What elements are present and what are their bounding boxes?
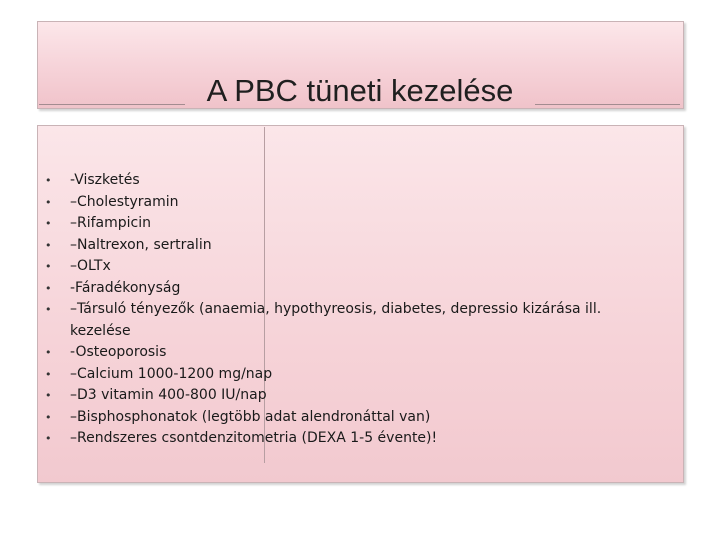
bullet-icon: •	[45, 281, 52, 295]
list-item-text: –Naltrexon, sertralin	[70, 236, 212, 253]
bullet-icon: •	[45, 346, 52, 359]
list-item	[40, 428, 650, 450]
bullet-icon: •	[45, 303, 52, 316]
list-item	[40, 364, 650, 386]
bullet-icon: •	[45, 389, 52, 402]
list-item-text: -Fáradékonyság	[70, 279, 181, 296]
list-item-text: –D3 vitamin 400-800 IU/nap	[70, 387, 267, 403]
list-item	[40, 192, 650, 214]
list-item	[40, 170, 650, 192]
list-item	[40, 299, 650, 342]
list-item	[40, 256, 650, 278]
list-item	[40, 385, 650, 407]
bullet-icon: •	[45, 238, 52, 252]
list-item-text: –OLTx	[70, 258, 111, 274]
bullet-icon: •	[45, 217, 52, 230]
list-item-text: –Bisphosphonatok (legtöbb adat alendronáttal van)	[70, 408, 431, 425]
list-item-text: -Viszketés	[70, 172, 140, 188]
list-item	[40, 407, 650, 429]
list-item	[40, 342, 650, 364]
list-item-text: –Calcium 1000-1200 mg/nap	[70, 365, 273, 382]
list-item	[40, 278, 650, 300]
list-item-text: -Osteoporosis	[70, 344, 167, 360]
bullet-icon: •	[45, 260, 52, 273]
list-item-text: –Rendszeres csontdenzitometria (DEXA 1-5 évente)!	[70, 430, 438, 446]
slide-title: A PBC tüneti kezelése	[206, 73, 514, 108]
list-item	[40, 235, 650, 257]
bullet-icon: •	[45, 174, 52, 187]
list-item-text: –Társuló tényezők (anaemia, hypothyreosis, diabetes, depressio kizárása ill. kezelése	[70, 301, 602, 339]
list-item	[40, 213, 650, 235]
bullet-list	[40, 170, 650, 450]
bullet-icon: •	[45, 432, 52, 445]
list-item-text: –Rifampicin	[70, 215, 151, 231]
list-item-text: –Cholestyramin	[70, 193, 179, 210]
bullet-icon: •	[45, 410, 52, 424]
bullet-icon: •	[45, 195, 52, 209]
bullet-icon: •	[45, 367, 52, 381]
